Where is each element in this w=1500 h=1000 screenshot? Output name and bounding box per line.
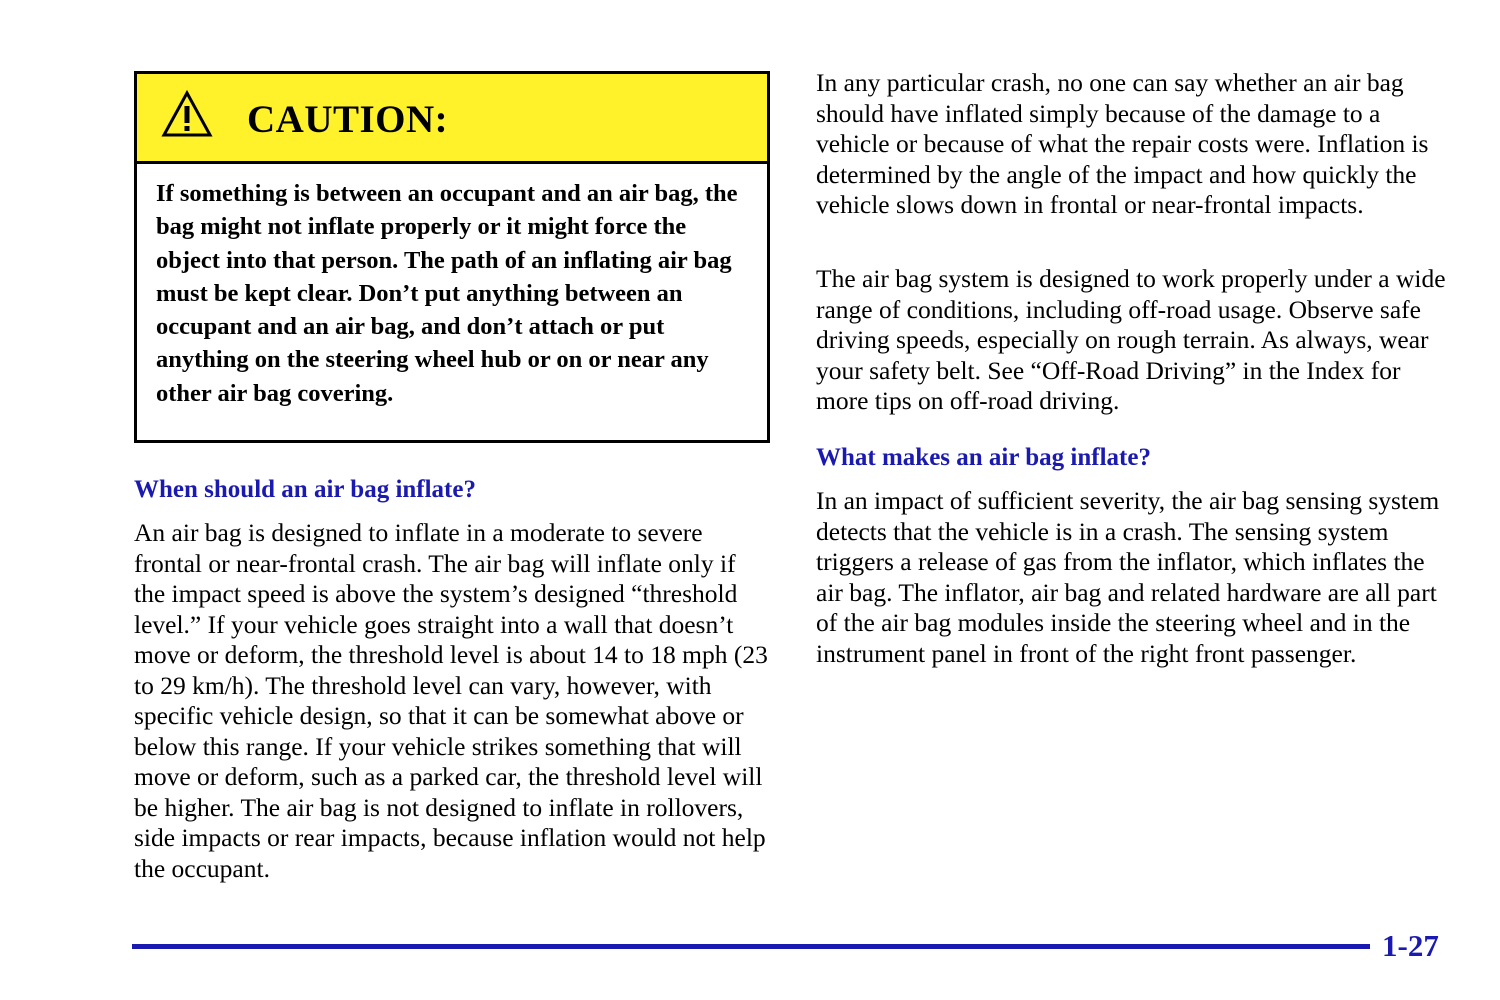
paragraph-what: In an impact of sufficient severity, the air bag sensing system detects that the vehicle is in a crash. The sensing system triggers a release of gas from the inflator, which inflates the air bag. The inflator, air bag and related hardware are all part of the air bag modules inside the steering wheel and in the instrument panel in front of the right front passenger. — [816, 486, 1440, 668]
page-number: 1-27 — [1382, 928, 1439, 963]
caution-text: If something is between an occupant and an air bag, the bag might not inflate properly or it might force the object into that person. The path of an inflating air bag must be kept clear. Don’t put anything between an occupant and an air bag, and don’t attach or put anything on the steering wheel hub or on or near any other air bag covering. — [156, 180, 738, 407]
section-heading-what: What makes an air bag inflate? — [816, 444, 1151, 471]
caution-header — [137, 74, 767, 164]
caution-title: CAUTION: — [247, 98, 449, 141]
warning-triangle-icon — [161, 90, 213, 138]
footer-rule — [132, 944, 1370, 949]
paragraph-inflation-damage: In any particular crash, no one can say whether an air bag should have inflated simply because of the damage to a vehicle or because of what the repair costs were. Inflation is determined by the angle of the impact and how quickly the vehicle slows down in frontal or near-frontal impacts. — [816, 68, 1429, 219]
paragraph-system-conditions: The air bag system is designed to work properly under a wide range of conditions, including off-road usage. Observe safe driving speeds, especially on rough terrain. As always, wear your safety belt. See “Off-Road Driving” in the Index for more tips on off-road driving. — [816, 264, 1446, 415]
paragraph-when: An air bag is designed to inflate in a moderate to severe frontal or near-frontal crash. The air bag will inflate only if the impact speed is above the system’s designed “threshold level.” If your vehicle goes straight into a wall that doesn’t move or deform, the threshold level is about 14 to 18 mph (23 to 29 km/h). The threshold level can vary, however, with specific vehicle design, so that it can be somewhat above or below this range. If your vehicle strikes something that will move or deform, such as a parked car, the threshold level will be higher. The air bag is not designed to inflate in rollovers, side impacts or rear impacts, because inflation would not help the occupant. — [134, 518, 768, 883]
caution-box — [134, 71, 770, 443]
section-heading-when: When should an air bag inflate? — [134, 476, 476, 503]
